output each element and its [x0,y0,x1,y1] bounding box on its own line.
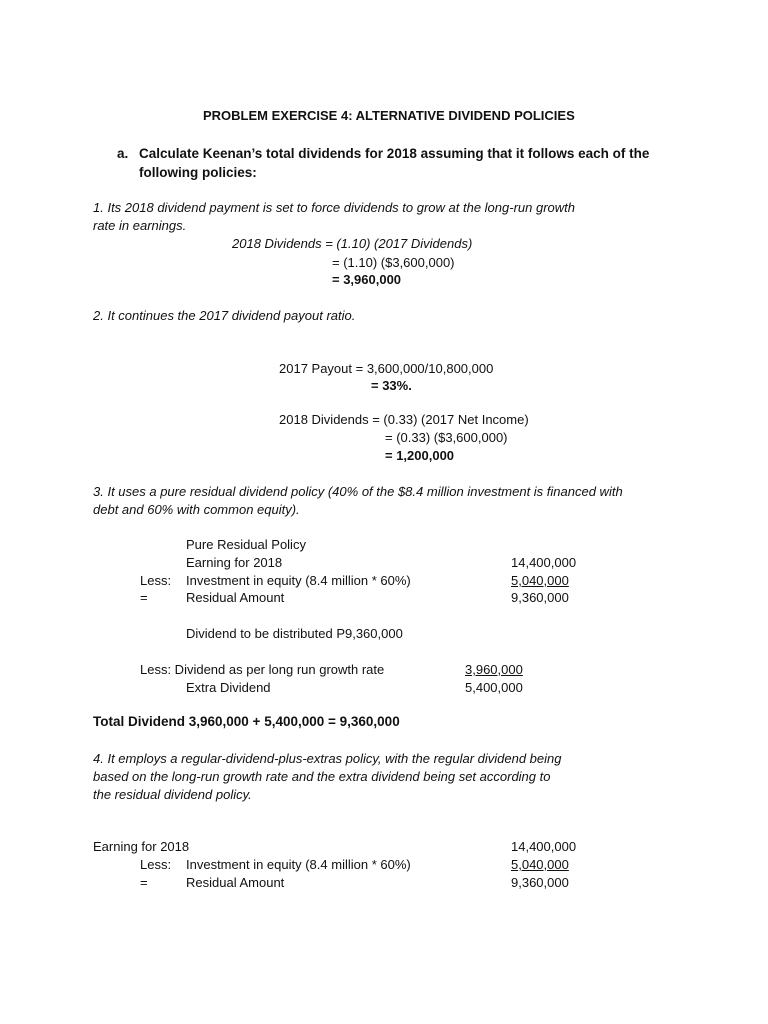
policy2-dividend-calc1: 2018 Dividends = (0.33) (2017 Net Income) [279,412,529,427]
policy4-residual-value: 9,360,000 [511,875,569,890]
policy4-less-label: Less: [140,857,172,872]
policy4-text-line1: 4. It employs a regular-dividend-plus-extras policy, with the regular dividend being [93,751,562,766]
question-a-line1: Calculate Keenan’s total dividends for 2018 assuming that it follows each of the [139,146,650,161]
policy1-text-line1: 1. Its 2018 dividend payment is set to force dividends to grow at the long-run growth [93,200,575,215]
policy3-less-label: Less: [140,573,172,588]
policy3-heading: Pure Residual Policy [186,537,306,552]
policy3-earning-value: 14,400,000 [511,555,577,570]
policy3-less-growth-value: 3,960,000 [465,662,523,677]
policy3-total: Total Dividend 3,960,000 + 5,400,000 = 9,360,000 [93,714,400,729]
policy3-extra-label: Extra Dividend [186,680,271,695]
policy3-distributed: Dividend to be distributed P9,360,000 [186,626,403,641]
policy3-less-growth-label: Less: Dividend as per long run growth rate [140,662,385,677]
policy1-result: = 3,960,000 [332,272,402,287]
policy4-earning-label: Earning for 2018 [93,839,190,854]
policy3-residual-value: 9,360,000 [511,590,569,605]
policy2-payout-result: = 33%. [371,378,412,393]
policy4-investment-value: 5,040,000 [511,857,569,872]
policy3-investment-label: Investment in equity (8.4 million * 60%) [186,573,411,588]
policy4-text-line3: the residual dividend policy. [93,787,252,802]
policy4-equals-label: = [140,875,148,890]
policy3-investment-value: 5,040,000 [511,573,569,588]
policy2-text: 2. It continues the 2017 dividend payout ratio. [93,308,356,323]
question-a-line2: following policies: [139,165,257,180]
question-a-marker: a. [117,146,129,161]
policy4-residual-label: Residual Amount [186,875,285,890]
policy3-earning-label: Earning for 2018 [186,555,283,570]
policy2-payout-calc: 2017 Payout = 3,600,000/10,800,000 [279,361,494,376]
policy3-text-line2: debt and 60% with common equity). [93,502,300,517]
policy3-extra-value: 5,400,000 [465,680,523,695]
policy3-text-line1: 3. It uses a pure residual dividend policy (40% of the $8.4 million investment is financed with [93,484,623,499]
policy3-residual-label: Residual Amount [186,590,285,605]
policy1-calc-line1: 2018 Dividends = (1.10) (2017 Dividends) [232,236,473,251]
policy2-dividend-result: = 1,200,000 [385,448,455,463]
policy1-calc-line2: = (1.10) ($3,600,000) [332,255,455,270]
page-title: PROBLEM EXERCISE 4: ALTERNATIVE DIVIDEND POLICIES [203,108,575,123]
policy3-equals-label: = [140,590,148,605]
policy2-dividend-calc2: = (0.33) ($3,600,000) [385,430,508,445]
policy4-investment-label: Investment in equity (8.4 million * 60%) [186,857,411,872]
policy4-earning-value: 14,400,000 [511,839,577,854]
policy1-text-line2: rate in earnings. [93,218,187,233]
policy4-text-line2: based on the long-run growth rate and the extra dividend being set according to [93,769,551,784]
